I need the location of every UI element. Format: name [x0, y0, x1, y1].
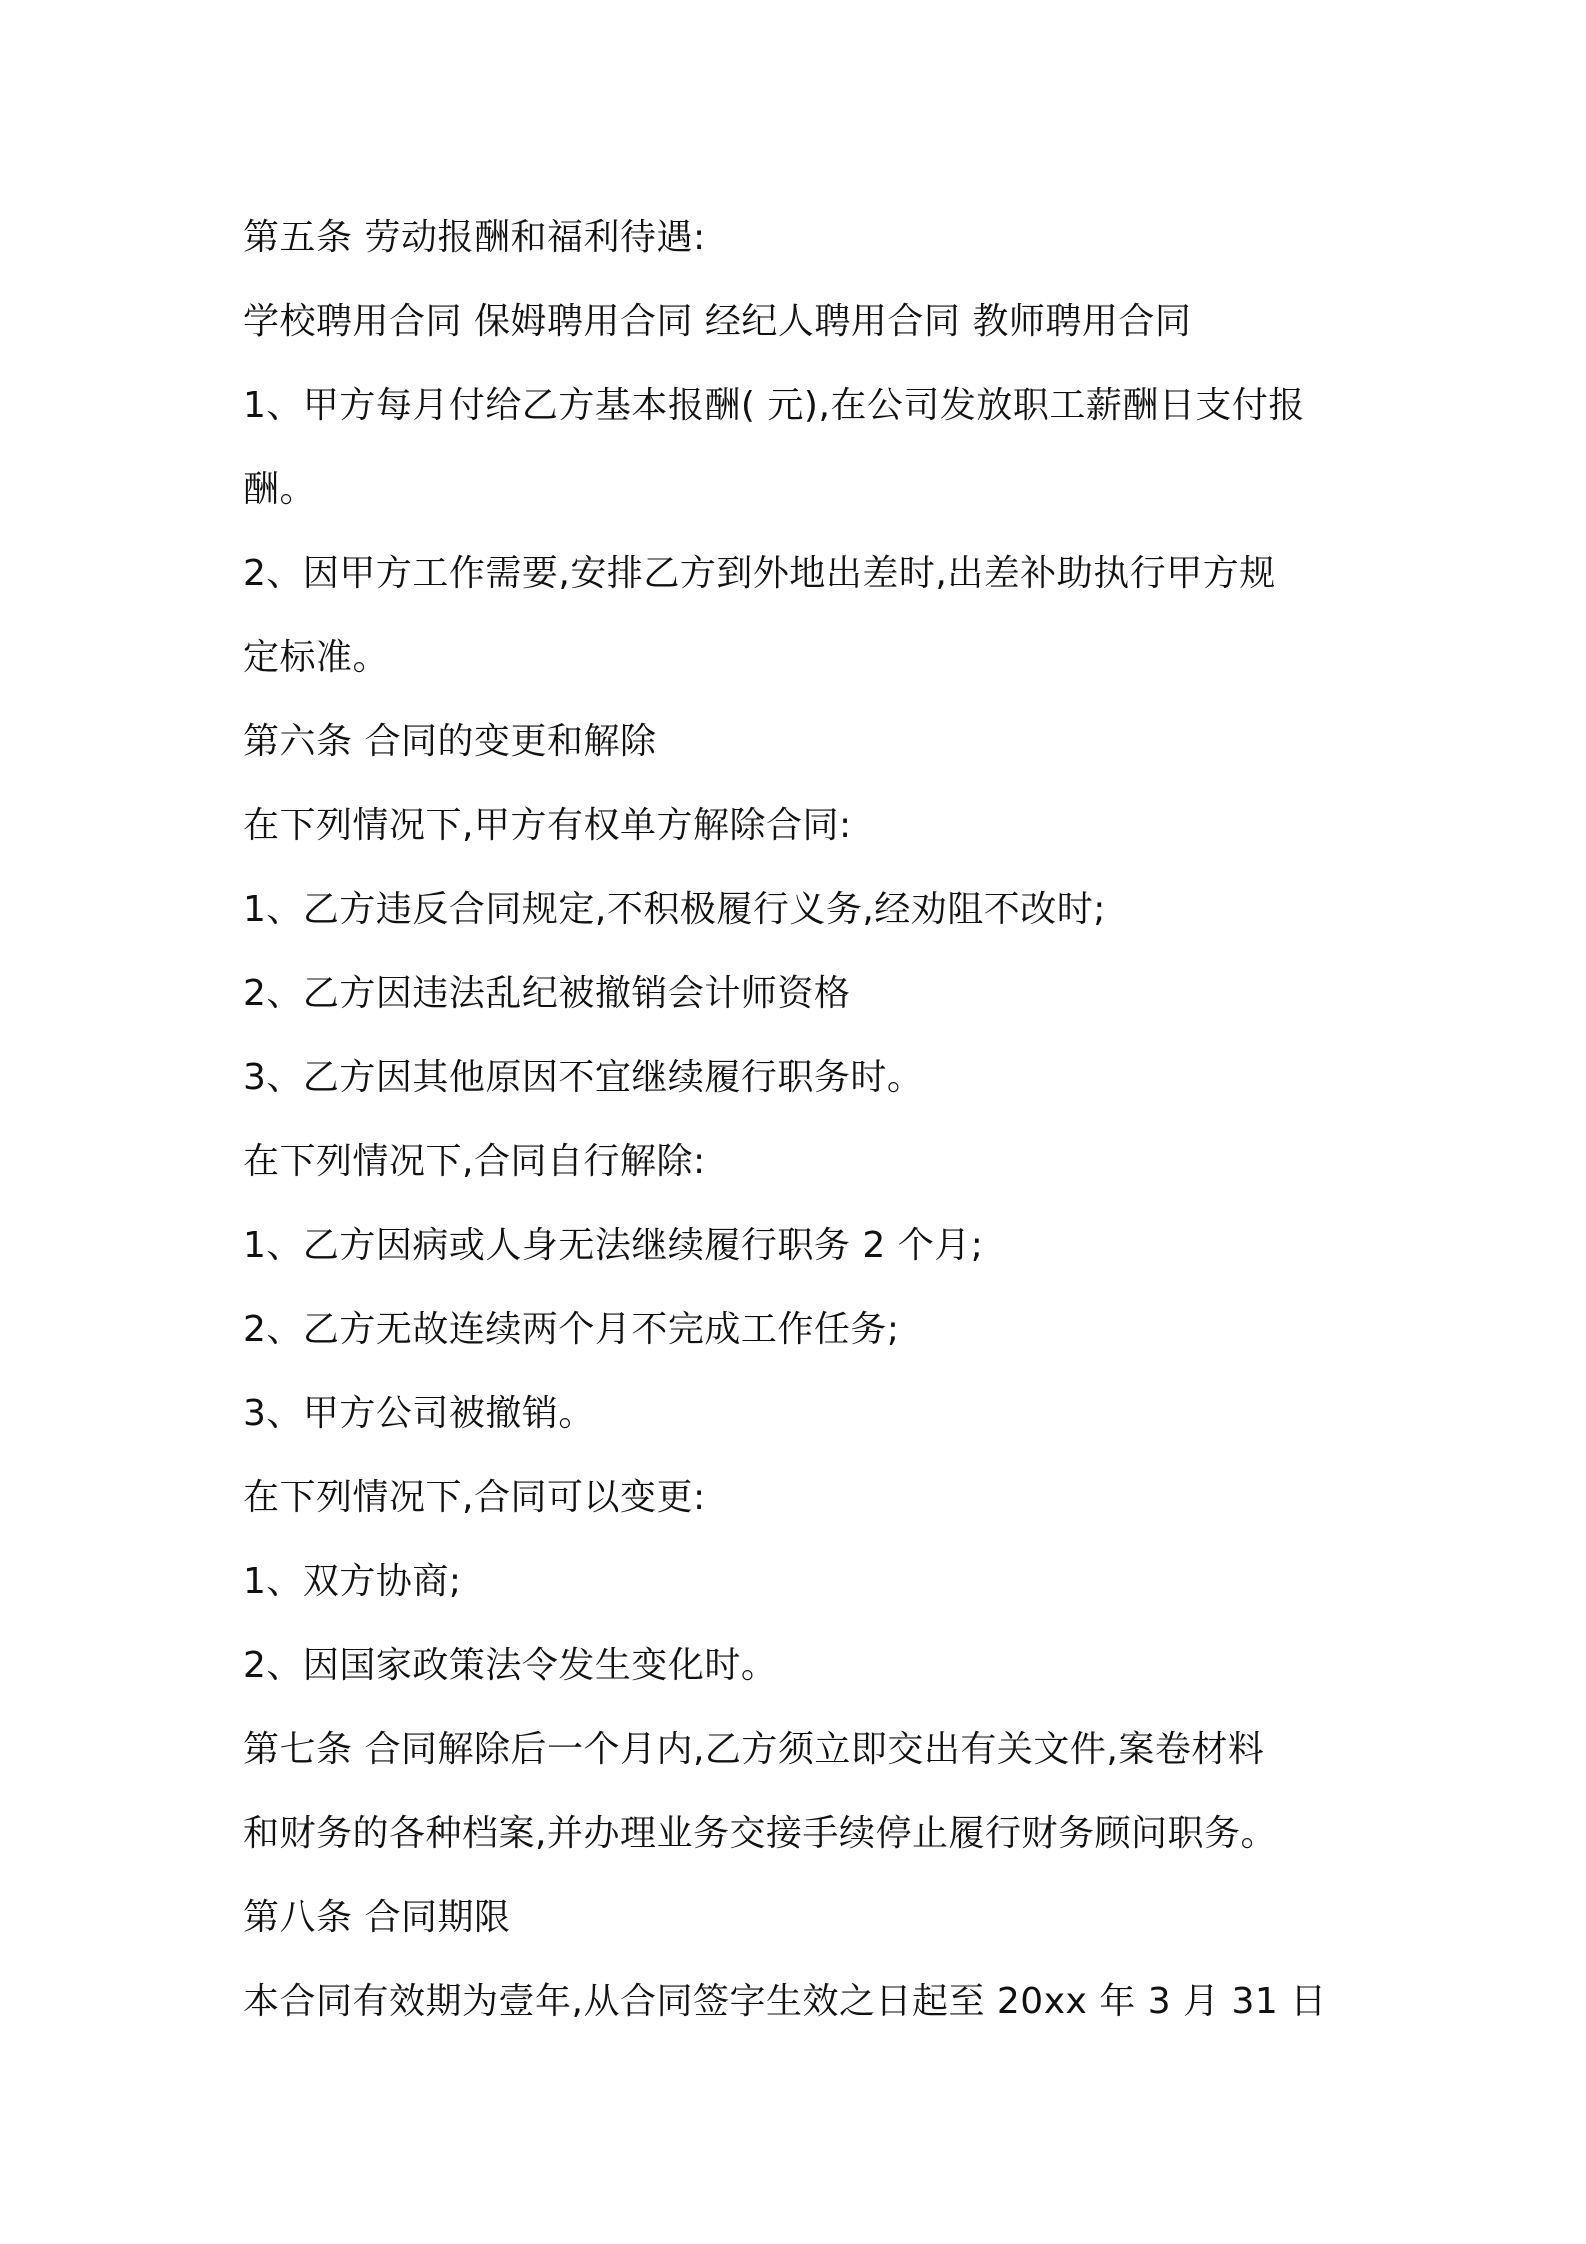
article-6-heading: 第六条 合同的变更和解除 [243, 721, 657, 762]
clause-paragraph: 3、甲方公司被撤销。 [243, 1393, 595, 1434]
clause-paragraph: 定标准。 [243, 637, 390, 678]
term-paragraph: 本合同有效期为壹年,从合同签字生效之日起至 20xx 年 3 月 31 日 [243, 1981, 1327, 2022]
clause-paragraph: 1、乙方违反合同规定,不积极履行义务,经劝阻不改时; [243, 889, 1106, 930]
article-7-paragraph: 第七条 合同解除后一个月内,乙方须立即交出有关文件,案卷材料 [243, 1729, 1265, 1770]
clause-paragraph: 1、双方协商; [243, 1561, 462, 1602]
clause-paragraph: 酬。 [243, 469, 317, 510]
clause-paragraph: 2、因甲方工作需要,安排乙方到外地出差时,出差补助执行甲方规 [243, 553, 1276, 594]
related-contracts-line: 学校聘用合同 保姆聘用合同 经纪人聘用合同 教师聘用合同 [243, 301, 1192, 342]
clause-paragraph: 3、乙方因其他原因不宜继续履行职务时。 [243, 1057, 924, 1098]
clause-paragraph: 2、因国家政策法令发生变化时。 [243, 1645, 778, 1686]
clause-paragraph: 1、甲方每月付给乙方基本报酬( 元),在公司发放职工薪酬日支付报 [243, 385, 1305, 426]
clause-paragraph: 2、乙方因违法乱纪被撤销会计师资格 [243, 973, 851, 1014]
document-body [243, 196, 1363, 2044]
article-5-heading: 第五条 劳动报酬和福利待遇: [243, 217, 706, 258]
article-7-paragraph: 和财务的各种档案,并办理业务交接手续停止履行财务顾问职务。 [243, 1813, 1277, 1854]
clause-paragraph: 在下列情况下,甲方有权单方解除合同: [243, 805, 852, 846]
clause-paragraph: 在下列情况下,合同可以变更: [243, 1477, 706, 1518]
clause-paragraph: 在下列情况下,合同自行解除: [243, 1141, 706, 1182]
clause-paragraph: 1、乙方因病或人身无法继续履行职务 2 个月; [243, 1225, 984, 1266]
clause-paragraph: 2、乙方无故连续两个月不完成工作任务; [243, 1309, 900, 1350]
article-8-heading: 第八条 合同期限 [243, 1897, 511, 1938]
